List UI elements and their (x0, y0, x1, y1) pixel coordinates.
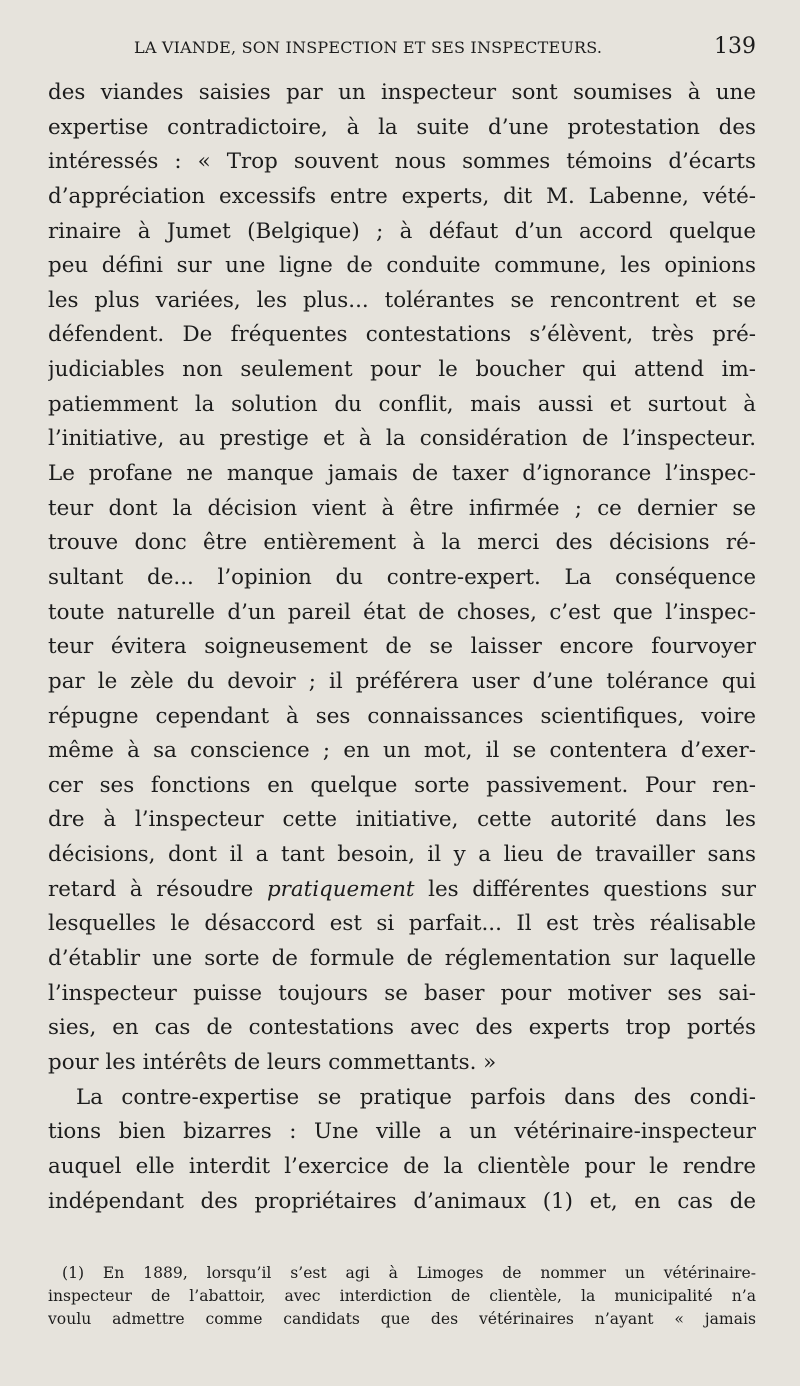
text-line: cer ses fonctions en quelque sorte passivement. Pour ren- (48, 772, 756, 798)
text-line: auquel elle interdit l’exercice de la clientèle pour le rendre (48, 1153, 756, 1179)
text-line: répugne cependant à ses connaissances scientifiques, voire (48, 703, 756, 729)
page-number: 139 (714, 34, 756, 59)
text-line: teur dont la décision vient à être infirmée ; ce dernier se (48, 495, 756, 521)
running-title: LA VIANDE, SON INSPECTION ET SES INSPECTEURS. (134, 38, 603, 57)
text-line: même à sa conscience ; en un mot, il se contentera d’exer- (48, 738, 756, 764)
text-line: par le zèle du devoir ; il préférera user d’une tolérance qui (48, 668, 756, 694)
text-line: décisions, dont il a tant besoin, il y a lieu de travailler sans (48, 842, 756, 868)
footnote-line: voulu admettre comme candidats que des vétérinaires n’ayant « jamais (48, 1310, 756, 1328)
text-line: l’initiative, au prestige et à la considération de l’inspecteur. (48, 426, 756, 452)
text-line: lesquelles le désaccord est si parfait... Il est très réalisable (48, 911, 756, 937)
text-line: les plus variées, les plus... tolérantes se rencontrent et se (48, 287, 756, 313)
text-line: tions bien bizarres : Une ville a un vétérinaire-inspecteur (48, 1119, 756, 1145)
text-line: expertise contradictoire, à la suite d’une protestation des (48, 114, 756, 140)
text-segment: les différentes questions sur (414, 876, 756, 902)
text-line: d’appréciation excessifs entre experts, dit M. Labenne, vété- (48, 183, 756, 209)
text-line: d’établir une sorte de formule de réglementation sur laquelle (48, 946, 756, 972)
text-line: toute naturelle d’un pareil état de choses, c’est que l’inspec- (48, 599, 756, 625)
text-line: trouve donc être entièrement à la merci des décisions ré- (48, 530, 756, 556)
text-line: sies, en cas de contestations avec des experts trop portés (48, 1015, 756, 1041)
text-line: rinaire à Jumet (Belgique) ; à défaut d’un accord quelque (48, 218, 756, 244)
text-line: indépendant des propriétaires d’animaux (1) et, en cas de (48, 1188, 756, 1214)
running-head (134, 34, 756, 74)
text-line: l’inspecteur puisse toujours se baser pour motiver ses sai- (48, 980, 756, 1006)
text-line: défendent. De fréquentes contestations s’élèvent, très pré- (48, 322, 756, 348)
text-line: pour les intérêts de leurs commettants. » (48, 1049, 497, 1075)
text-line: patiemment la solution du conflit, mais aussi et surtout à (48, 391, 756, 417)
body-text (48, 76, 756, 1219)
text-line: Le profane ne manque jamais de taxer d’ignorance l’inspec- (48, 461, 756, 487)
footnote-line: inspecteur de l’abattoir, avec interdiction de clientèle, la municipalité n’a (48, 1287, 756, 1305)
text-line: teur évitera soigneusement de se laisser encore fourvoyer (48, 634, 756, 660)
footnotes (48, 1262, 756, 1331)
text-line: La contre-expertise se pratique parfois dans des condi- (76, 1084, 756, 1110)
italic-word: pratiquement (266, 876, 415, 902)
text-line: des viandes saisies par un inspecteur sont soumises à une (48, 80, 756, 105)
text-line: intéressés : « Trop souvent nous sommes témoins d’écarts (48, 149, 756, 175)
text-segment: retard à résoudre (48, 876, 267, 902)
text-line: judiciables non seulement pour le boucher qui attend im- (48, 357, 756, 383)
text-line: dre à l’inspecteur cette initiative, cette autorité dans les (48, 807, 756, 833)
text-line: sultant de... l’opinion du contre-expert. La conséquence (48, 564, 756, 590)
text-line-with-italic (48, 873, 756, 908)
text-line: peu défini sur une ligne de conduite commune, les opinions (48, 253, 756, 279)
footnote-line: (1) En 1889, lorsqu’il s’est agi à Limoges de nommer un vétérinaire- (62, 1264, 756, 1282)
